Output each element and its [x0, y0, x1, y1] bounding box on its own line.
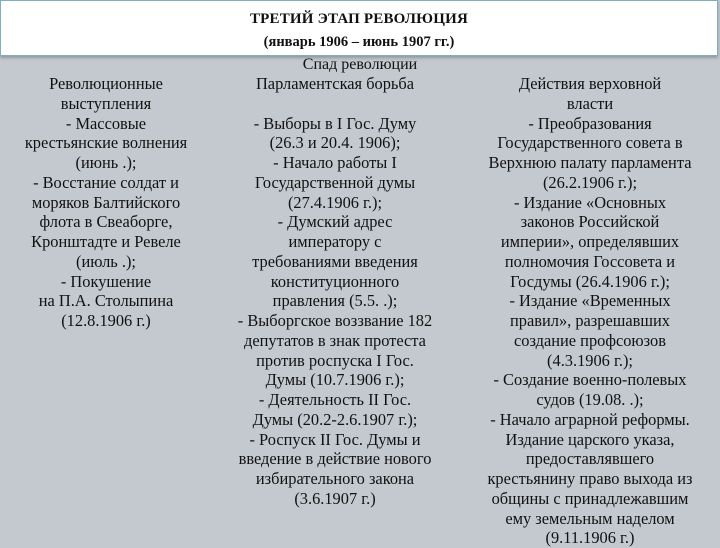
column-revolutionary-actions	[0, 74, 212, 331]
heading-line: Парламентская борьба	[210, 74, 460, 94]
column-text-line: Кронштадте и Ревеле	[0, 232, 212, 252]
column-text-line: Государственного совета в	[458, 133, 720, 153]
column-text-line: - Издание «Основных	[458, 193, 720, 213]
column-text-line: (26.2.1906 г.);	[458, 173, 720, 193]
column-text-line: Государственной думы	[210, 173, 460, 193]
column-text-line: - Преобразования	[458, 114, 720, 134]
column-text-line: создание профсоюзов	[458, 331, 720, 351]
column-text-line: законов Российской	[458, 212, 720, 232]
column-text-line: - Массовые	[0, 114, 212, 134]
column-text-line: Госдумы (26.4.1906 г.);	[458, 272, 720, 292]
column-text-line: введение в действие нового	[210, 449, 460, 469]
column-body	[210, 94, 460, 509]
column-text-line: - Создание военно-полевых	[458, 370, 720, 390]
column-text-line: (12.8.1906 г.)	[0, 311, 212, 331]
column-supreme-power-actions	[458, 74, 720, 548]
column-text-line: (4.3.1906 г.);	[458, 351, 720, 371]
column-text-line: требованиями введения	[210, 252, 460, 272]
column-text-line: империи», определявших	[458, 232, 720, 252]
column-text-line: общины с принадлежавшим	[458, 489, 720, 509]
column-text-line: предоставлявшего	[458, 449, 720, 469]
column-text-line: крестьянские волнения	[0, 133, 212, 153]
column-text-line: - Деятельность II Гос.	[210, 390, 460, 410]
column-text-line: моряков Балтийского	[0, 193, 212, 213]
column-text-line: императору с	[210, 232, 460, 252]
column-heading	[210, 74, 460, 94]
column-text-line: - Начало работы I	[210, 153, 460, 173]
column-text-line: правил», разрешавших	[458, 311, 720, 331]
column-text-line: против роспуска I Гос.	[210, 351, 460, 371]
column-text-line: Думы (10.7.1906 г.);	[210, 370, 460, 390]
column-text-line: (июнь .);	[0, 153, 212, 173]
column-text-line: (июль .);	[0, 252, 212, 272]
heading-line: выступления	[0, 94, 212, 114]
column-text-line	[210, 94, 460, 114]
column-text-line: судов (19.08. .);	[458, 390, 720, 410]
column-text-line: конституционного	[210, 272, 460, 292]
column-text-line: избирательного закона	[210, 469, 460, 489]
column-text-line: (3.6.1907 г.)	[210, 489, 460, 509]
heading-line: Революционные	[0, 74, 212, 94]
column-heading	[458, 74, 720, 114]
column-text-line: - Издание «Временных	[458, 291, 720, 311]
column-text-line: флота в Свеаборге,	[0, 212, 212, 232]
column-text-line: крестьянину право выхода из	[458, 469, 720, 489]
column-text-line: - Выборы в I Гос. Думу	[210, 114, 460, 134]
column-text-line: Думы (20.2-2.6.1907 г.);	[210, 410, 460, 430]
column-text-line: - Выборгское воззвание 182	[210, 311, 460, 331]
column-text-line: - Думский адрес	[210, 212, 460, 232]
section-subtitle: Спад революции	[0, 56, 720, 74]
heading-line: Действия верховной	[458, 74, 720, 94]
column-text-line: - Роспуск II Гос. Думы и	[210, 430, 460, 450]
heading-line: власти	[458, 94, 720, 114]
column-body	[0, 114, 212, 331]
column-parliamentary-struggle	[210, 74, 460, 509]
column-text-line: (27.4.1906 г.);	[210, 193, 460, 213]
title-banner	[0, 0, 718, 56]
page-period: (январь 1906 – июнь 1907 гг.)	[1, 34, 717, 51]
column-text-line: депутатов в знак протеста	[210, 331, 460, 351]
column-body	[458, 114, 720, 548]
column-text-line: на П.А. Столыпина	[0, 291, 212, 311]
column-text-line: - Восстание солдат и	[0, 173, 212, 193]
column-text-line: полномочия Госсовета и	[458, 252, 720, 272]
column-text-line: - Начало аграрной реформы.	[458, 410, 720, 430]
column-text-line: ему земельным наделом	[458, 509, 720, 529]
column-text-line: Верхнюю палату парламента	[458, 153, 720, 173]
column-text-line: правления (5.5. .);	[210, 291, 460, 311]
column-text-line: (9.11.1906 г.)	[458, 528, 720, 548]
column-text-line: (26.3 и 20.4. 1906);	[210, 133, 460, 153]
page-title: ТРЕТИЙ ЭТАП РЕВОЛЮЦИЯ	[1, 11, 717, 28]
column-text-line: - Покушение	[0, 272, 212, 292]
column-text-line: Издание царского указа,	[458, 430, 720, 450]
column-heading	[0, 74, 212, 114]
